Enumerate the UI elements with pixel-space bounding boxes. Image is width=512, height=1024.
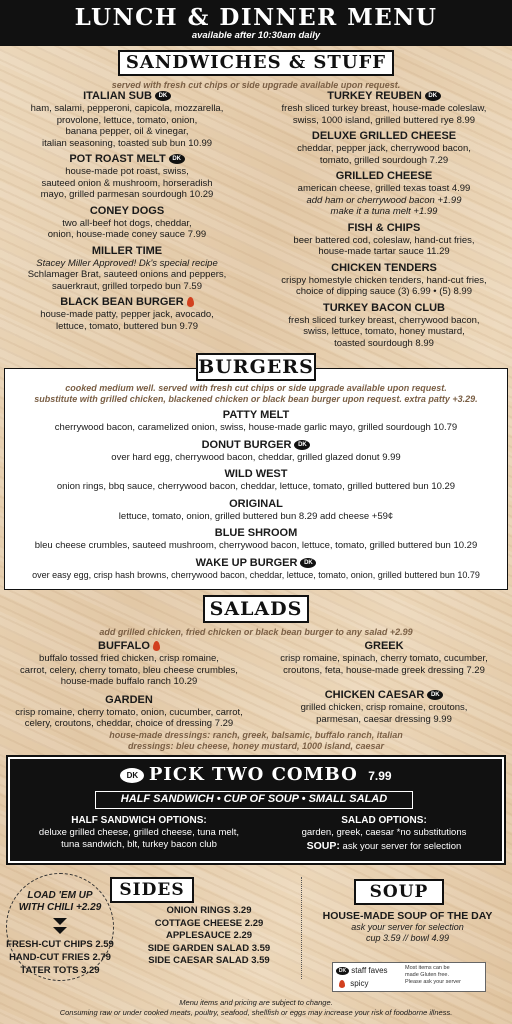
item-desc: american cheese, grilled texas toast 4.99 — [297, 183, 471, 194]
item-desc: provolone, lettuce, tomato, onion, — [56, 114, 198, 126]
item-desc: carrot, celery, cherry tomato, bleu cheese crumbles, — [20, 664, 238, 676]
item-addon: make it a tuna melt +1.99 — [330, 206, 438, 217]
item-desc: buffalo tossed fried chicken, crisp romaine, — [39, 653, 219, 664]
menu-item — [4, 439, 508, 464]
item-desc: swiss, 1000 island, grilled buttered rye 8.99 — [292, 114, 476, 126]
item-desc: mayo, grilled parmesan sourdough 10.29 — [40, 189, 214, 200]
menu-item — [258, 90, 510, 126]
dressings-note: house-made dressings: ranch, greek, balsamic, buffalo ranch, italian — [109, 730, 403, 740]
item-name: POT ROAST MELT DK — [2, 153, 252, 166]
half-sandwich-title: HALF SANDWICH OPTIONS: — [71, 815, 207, 826]
menu-item — [2, 205, 252, 241]
item-name: ORIGINAL — [229, 497, 283, 510]
item-desc: Schlamager Brat, sauteed onions and peppers, — [27, 269, 227, 280]
menu-item — [258, 302, 510, 350]
side-item: HAND-CUT FRIES 2.79 — [9, 952, 111, 963]
sides-heading: SIDES — [110, 877, 194, 903]
item-desc: lettuce, tomato, buttered bun 9.79 — [55, 320, 199, 332]
item-desc: grilled chicken, crisp romaine, croutons, — [300, 702, 468, 713]
item-desc: italian seasoning, toasted sub bun 10.99 — [41, 137, 213, 149]
menu-item — [2, 245, 252, 293]
salads-heading: SALADS — [203, 595, 309, 623]
sandwiches-left-column — [2, 90, 252, 336]
item-desc: toasted sourdough 8.99 — [334, 337, 434, 349]
item-name: DONUT BURGER DK — [4, 439, 508, 452]
legend-staff: DK staff faves — [336, 966, 388, 975]
sides-list — [124, 905, 294, 968]
item-name: GRILLED CHEESE — [335, 170, 433, 182]
item-desc: house-made pot roast, swiss, — [65, 166, 189, 177]
side-item: ONION RINGS 3.29 — [166, 905, 252, 916]
menu-item — [4, 527, 508, 552]
item-name: DELUXE GRILLED CHEESE — [311, 130, 457, 142]
item-desc: onion rings, bbq sauce, cherrywood bacon, cheddar, lettuce, tomato, grilled buttered bun 10.29 — [56, 481, 456, 492]
item-desc: fresh sliced turkey breast, cherrywood bacon, — [288, 314, 480, 326]
half-sandwich-line: deluxe grilled cheese, grilled cheese, tuna melt, — [38, 827, 240, 838]
menu-item — [258, 130, 510, 166]
salad-options-line: garden, greek, caesar *no substitutions — [301, 827, 467, 838]
item-desc: crisp romaine, spinach, cherry tomato, cucumber, — [280, 653, 488, 664]
item-addon: add ham or cherrywood bacon +1.99 — [306, 194, 462, 206]
side-item: SIDE CAESAR SALAD 3.59 — [148, 955, 270, 966]
menu-title: LUNCH & DINNER MENU — [74, 4, 438, 31]
combo-heading-row — [10, 764, 502, 785]
item-name: PATTY MELT — [222, 409, 290, 421]
item-name: ITALIAN SUB DK — [2, 90, 252, 103]
item-name: CHICKEN TENDERS — [331, 261, 437, 274]
soup-heading: SOUP — [354, 879, 444, 905]
menu-item — [258, 170, 510, 218]
spicy-flame-icon — [153, 641, 160, 651]
item-desc: cherrywood bacon, caramelized onion, swiss, house-made garlic mayo, grilled sourdough 10.79 — [54, 422, 458, 433]
item-desc: bleu cheese crumbles, sauteed mushroom, cherrywood bacon, lettuce, tomato, grilled buttered bun 10.29 — [34, 540, 478, 551]
item-desc: croutons, feta, house-made greek dressing 7.29 — [283, 664, 485, 676]
item-desc: over easy egg, crisp hash browns, cherrywood bacon, cheddar, lettuce, tomato, onion, grilled buttered bun 10.79 — [32, 569, 480, 580]
item-name: MILLER TIME — [91, 244, 163, 257]
item-desc: house-made tartar sauce 11.29 — [318, 246, 450, 257]
item-desc: two all-beef hot dogs, cheddar, — [62, 217, 192, 229]
item-name: GREEK — [364, 640, 404, 652]
item-desc: beer battered cod, coleslaw, hand-cut fries, — [293, 234, 475, 246]
item-desc: cheddar, pepper jack, cherrywood bacon, — [297, 143, 471, 154]
side-item: TATER TOTS 3.29 — [20, 965, 100, 976]
sandwiches-right-column — [258, 90, 510, 353]
item-name: BLACK BEAN BURGER — [2, 296, 252, 309]
burgers-note: substitute with grilled chicken, blackened chicken or black bean burger upon request. extra patty +3.29. — [34, 394, 478, 404]
item-note: Stacey Miller Approved! Dk's special recipe — [36, 257, 218, 269]
gluten-free-note: Most items can be made Gluten free. Please ask your server — [405, 965, 461, 985]
item-desc: fresh sliced turkey breast, house-made coleslaw, — [281, 103, 487, 114]
menu-item — [2, 296, 252, 332]
sandwiches-note: served with fresh cut chips or side upgrade available upon request. — [111, 80, 401, 90]
item-desc: over hard egg, cherrywood bacon, cheddar, grilled glazed donut 9.99 — [111, 451, 401, 463]
item-desc: house-made patty, pepper jack, avocado, — [40, 309, 214, 320]
menu-header — [0, 0, 512, 46]
staff-fave-badge: DK — [294, 440, 310, 450]
legend-box — [332, 962, 486, 992]
combo-price: 7.99 — [368, 769, 392, 783]
menu-item — [4, 498, 508, 523]
item-name: CHICKEN CAESAR DK — [258, 689, 510, 702]
menu-item — [2, 90, 252, 149]
burgers-heading: BURGERS — [196, 353, 316, 381]
item-desc: onion, house-made coney sauce 7.99 — [47, 229, 207, 240]
menu-item — [4, 468, 508, 493]
menu-item — [4, 409, 508, 434]
salad-options — [270, 814, 498, 852]
salads-right-column — [258, 640, 510, 729]
burgers-list — [4, 409, 508, 585]
section-divider — [301, 877, 302, 979]
item-desc: lettuce, tomato, onion, grilled buttered bun 8.29 add cheese +59¢ — [118, 510, 394, 522]
combo-section — [8, 757, 504, 863]
sandwiches-heading: SANDWICHES & STUFF — [118, 50, 394, 76]
staff-fave-badge: DK — [427, 690, 443, 700]
item-name: FISH & CHIPS — [347, 221, 421, 234]
menu-item — [258, 640, 510, 676]
soup-line: ask your server for selection — [351, 922, 464, 932]
item-desc: swiss, lettuce, tomato, honey mustard, — [303, 326, 465, 337]
item-name: BUFFALO — [2, 640, 256, 653]
dressings-note: dressings: bleu cheese, honey mustard, 1000 island, caesar — [127, 741, 385, 751]
item-name: WILD WEST — [224, 468, 288, 480]
item-desc: crispy homestyle chicken tenders, hand-cut fries, — [281, 274, 487, 286]
item-desc: choice of dipping sauce (3) 6.99 • (5) 8.99 — [295, 286, 472, 297]
staff-fave-badge: DK — [169, 154, 185, 164]
soup-info — [305, 910, 510, 944]
menu-item — [258, 222, 510, 258]
item-name: GARDEN — [105, 693, 153, 706]
menu-item — [2, 694, 256, 730]
side-item: SIDE GARDEN SALAD 3.59 — [147, 942, 271, 954]
spicy-flame-icon — [339, 980, 345, 988]
staff-fave-badge: DK — [336, 967, 349, 975]
salad-options-title: SALAD OPTIONS: — [341, 815, 427, 826]
chili-upsell: LOAD 'EM UP WITH CHILI +2.29 — [18, 890, 102, 913]
menu-item — [4, 557, 508, 582]
item-desc: sauerkraut, grilled torpedo bun 7.59 — [52, 280, 202, 292]
item-desc: house-made buffalo ranch 10.29 — [60, 676, 198, 687]
soup-title: HOUSE-MADE SOUP OF THE DAY — [322, 910, 493, 922]
staff-fave-badge: DK — [300, 558, 316, 568]
staff-fave-badge: DK — [120, 768, 144, 783]
burgers-note: cooked medium well. served with fresh cut chips or side upgrade available upon request. — [65, 383, 447, 393]
menu-subtitle: available after 10:30am daily — [191, 30, 321, 41]
salads-note: add grilled chicken, fried chicken or black bean burger to any salad +2.99 — [99, 627, 413, 637]
item-desc: tomato, grilled sourdough 7.29 — [319, 154, 449, 166]
legend-spicy: spicy — [339, 979, 368, 988]
item-name: WAKE UP BURGER DK — [4, 557, 508, 570]
item-desc: ham, salami, pepperoni, capicola, mozzarella, — [30, 103, 224, 114]
menu-item — [2, 640, 256, 688]
soup-line: cup 3.59 // bowl 4.99 — [365, 933, 450, 943]
soup-options-line: SOUP: ask your server for selection — [306, 839, 462, 852]
item-name: TURKEY BACON CLUB — [322, 301, 446, 314]
menu-item — [2, 153, 252, 201]
side-item: COTTAGE CHEESE 2.29 — [154, 917, 264, 929]
item-name: BLUE SHROOM — [214, 527, 298, 539]
item-name: TURKEY REUBEN DK — [258, 90, 510, 103]
menu-item — [258, 689, 510, 725]
salads-left-column — [2, 640, 256, 734]
footer-line: Menu items and pricing are subject to change. — [179, 998, 333, 1007]
combo-heading: PICK TWO COMBO — [148, 764, 358, 785]
footer — [0, 998, 512, 1018]
footer-line: Consuming raw or under cooked meats, poultry, seafood, shellfish or eggs may increase your risk of foodborne illness. — [59, 1008, 453, 1017]
spicy-flame-icon — [187, 297, 194, 307]
staff-fave-badge: DK — [155, 91, 171, 101]
circle-sides-list — [2, 938, 118, 977]
item-desc: crisp romaine, cherry tomato, onion, cucumber, carrot, — [15, 706, 243, 718]
item-desc: sauteed onion & mushroom, horseradish — [41, 177, 213, 189]
side-item: APPLESAUCE 2.29 — [165, 930, 253, 941]
staff-fave-badge: DK — [425, 91, 441, 101]
item-name: CONEY DOGS — [89, 204, 165, 217]
half-sandwich-options — [14, 814, 264, 850]
side-item: FRESH-CUT CHIPS 2.59 — [6, 939, 114, 950]
item-desc: celery, croutons, cheddar, choice of dressing 7.29 — [24, 718, 234, 729]
menu-item — [258, 262, 510, 298]
half-sandwich-line: tuna sandwich, blt, turkey bacon club — [61, 838, 217, 850]
combo-options: HALF SANDWICH • CUP OF SOUP • SMALL SALAD — [95, 791, 413, 809]
item-desc: banana pepper, oil & vinegar, — [65, 126, 189, 137]
item-desc: parmesan, caesar dressing 9.99 — [316, 713, 452, 725]
chevron-down-icon — [7, 918, 113, 934]
